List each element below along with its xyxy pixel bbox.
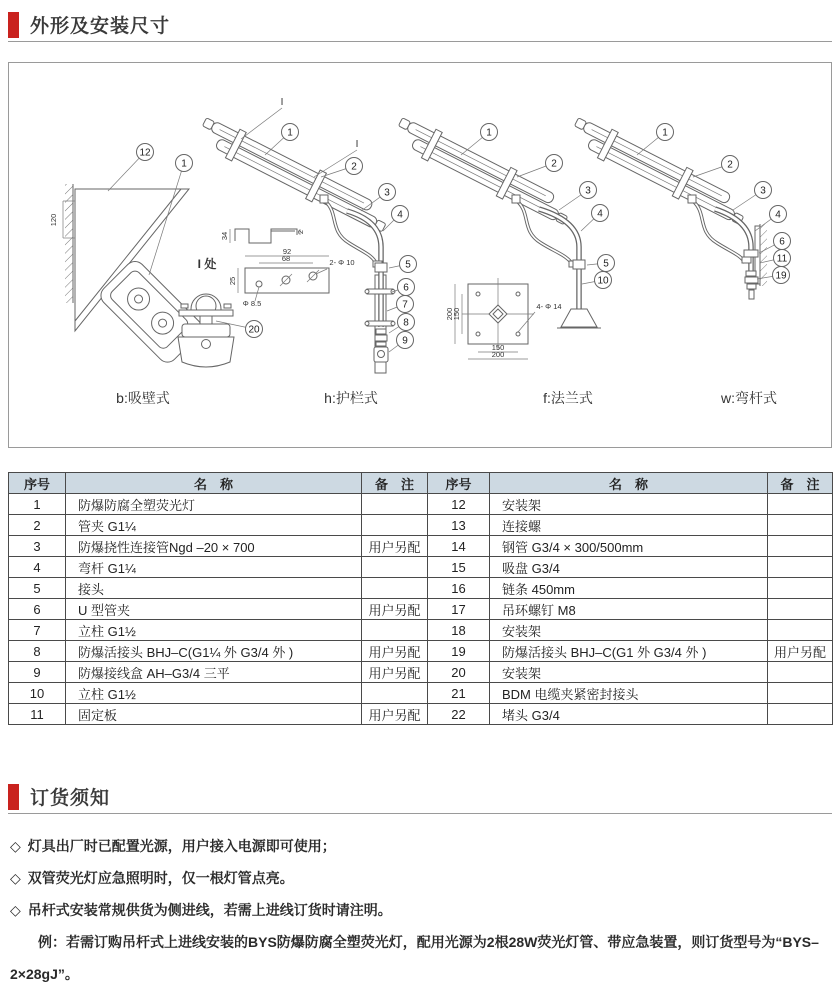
- table-row: [9, 515, 833, 536]
- dimension-text: 2- Φ 10: [329, 258, 355, 267]
- table-cell: 20: [428, 662, 490, 683]
- callout-number: 3: [384, 187, 390, 199]
- installation-diagram: [9, 63, 831, 447]
- table-cell: 立柱 G1½: [66, 620, 362, 641]
- dimension-text: 200: [491, 350, 505, 359]
- col-header-name: 名 称: [66, 473, 362, 494]
- table-cell: 接头: [66, 578, 362, 599]
- figure-caption: h:护栏式: [324, 390, 378, 406]
- callout-number: 3: [585, 185, 591, 197]
- table-row: [9, 704, 833, 725]
- callout-number: 4: [775, 209, 781, 221]
- table-cell: 用户另配: [362, 662, 428, 683]
- dimension-text: 68: [281, 254, 291, 263]
- col-header-name: 名 称: [490, 473, 768, 494]
- callout-number: 4: [597, 208, 603, 220]
- col-header-no: 序号: [9, 473, 66, 494]
- dimension-text: Φ 8.5: [242, 299, 262, 308]
- table-cell: 安装架: [490, 494, 768, 515]
- note-example-line1: 例：若需订购吊杆式上进线安装的BYS防爆防腐全塑荧光灯，配用光源为2根28W荧光灯管、带应急装置，则订货型号为“BYS–: [38, 934, 819, 950]
- diamond-bullet-icon: ◇: [10, 870, 21, 886]
- table-cell: 立柱 G1½: [66, 683, 362, 704]
- table-cell: 4: [9, 557, 66, 578]
- callout-number: 12: [139, 147, 151, 159]
- table-cell: [768, 704, 833, 725]
- note-text: 双管荧光灯应急照明时，仅一根灯管点亮。: [27, 870, 294, 886]
- table-cell: 10: [9, 683, 66, 704]
- callout-number: 4: [397, 209, 403, 221]
- dimension-text: 25: [228, 276, 237, 286]
- dimension-text: 4- Φ 14: [536, 302, 562, 311]
- callout-number: 19: [775, 270, 787, 282]
- table-cell: 防爆防腐全塑荧光灯: [66, 494, 362, 515]
- table-cell: 7: [9, 620, 66, 641]
- dimension-text: 200: [445, 307, 454, 321]
- table-cell: 防爆活接头 BHJ–C(G1¼ 外 G3/4 外 ): [66, 641, 362, 662]
- callout-number: 2: [551, 158, 557, 170]
- table-cell: [362, 515, 428, 536]
- table-cell: [768, 620, 833, 641]
- table-cell: 11: [9, 704, 66, 725]
- table-cell: 16: [428, 578, 490, 599]
- callout-number: 6: [403, 282, 409, 294]
- table-cell: [768, 683, 833, 704]
- col-header-note: 备 注: [768, 473, 833, 494]
- dimension-text: 2: [296, 229, 305, 235]
- table-cell: 5: [9, 578, 66, 599]
- table-cell: 15: [428, 557, 490, 578]
- callout-number: 2: [727, 159, 733, 171]
- table-row: [9, 578, 833, 599]
- section-divider: [8, 41, 832, 42]
- callout-number: 5: [405, 259, 411, 271]
- table-cell: 链条 450mm: [490, 578, 768, 599]
- table-cell: 18: [428, 620, 490, 641]
- section-accent-bar: [8, 12, 19, 38]
- callout-number: 1: [662, 127, 668, 139]
- table-cell: 用户另配: [362, 599, 428, 620]
- note-line: [10, 900, 836, 920]
- table-row: [9, 557, 833, 578]
- dimension-text: 150: [491, 343, 505, 352]
- table-row: [9, 599, 833, 620]
- table-cell: [362, 578, 428, 599]
- table-cell: 用户另配: [362, 536, 428, 557]
- table-cell: 9: [9, 662, 66, 683]
- section-divider: [8, 813, 832, 814]
- callout-number: 11: [776, 253, 788, 265]
- table-cell: 弯杆 G1¼: [66, 557, 362, 578]
- table-cell: 安装架: [490, 662, 768, 683]
- diamond-bullet-icon: ◇: [10, 838, 21, 854]
- figure-caption: b:吸壁式: [116, 390, 170, 406]
- table-cell: [768, 662, 833, 683]
- table-cell: 19: [428, 641, 490, 662]
- callout-number: 1: [486, 127, 492, 139]
- table-row: [9, 620, 833, 641]
- table-cell: 用户另配: [362, 641, 428, 662]
- dimension-text: 150: [452, 307, 461, 321]
- note-line: [10, 836, 836, 856]
- parts-table: [8, 472, 833, 725]
- table-cell: BDM 电缆夹紧密封接头: [490, 683, 768, 704]
- table-cell: [768, 494, 833, 515]
- table-cell: 固定板: [66, 704, 362, 725]
- table-cell: 6: [9, 599, 66, 620]
- table-cell: [362, 494, 428, 515]
- table-cell: [768, 578, 833, 599]
- table-row: [9, 683, 833, 704]
- table-cell: 12: [428, 494, 490, 515]
- i-marker-label: I: [280, 97, 284, 108]
- table-cell: 用户另配: [768, 641, 833, 662]
- col-header-note: 备 注: [362, 473, 428, 494]
- callout-number: 10: [597, 275, 609, 287]
- callout-number: 8: [403, 317, 409, 329]
- note-text: 灯具出厂时已配置光源，用户接入电源即可使用；: [27, 838, 336, 854]
- table-cell: 3: [9, 536, 66, 557]
- figure-caption: f:法兰式: [543, 390, 593, 406]
- table-cell: [768, 515, 833, 536]
- dimension-text: 34: [220, 231, 229, 241]
- dimension-text: 120: [49, 213, 58, 227]
- table-cell: 连接螺: [490, 515, 768, 536]
- note-example-line2: 2×28gJ”。: [10, 966, 79, 982]
- table-cell: 用户另配: [362, 704, 428, 725]
- section-accent-bar: [8, 784, 19, 810]
- detail-insets: [178, 229, 329, 367]
- col-header-no: 序号: [428, 473, 490, 494]
- callout-number: 1: [181, 158, 187, 170]
- table-row: [9, 494, 833, 515]
- diagram-panel: [8, 62, 832, 448]
- callout-number: 1: [287, 127, 293, 139]
- table-cell: 钢管 G3/4 × 300/500mm: [490, 536, 768, 557]
- table-cell: 管夹 G1¼: [66, 515, 362, 536]
- table-cell: [768, 536, 833, 557]
- ordering-title: 订货须知: [30, 788, 111, 809]
- table-row: [9, 641, 833, 662]
- table-cell: 1: [9, 494, 66, 515]
- table-cell: 21: [428, 683, 490, 704]
- section-header-ordering: [8, 783, 110, 810]
- note-text: 吊杆式安装常规供货为侧进线，若需上进线订货时请注明。: [27, 902, 392, 918]
- table-row: [9, 662, 833, 683]
- dimension-text: 92: [282, 247, 292, 256]
- table-cell: U 型管夹: [66, 599, 362, 620]
- callout-number: 5: [603, 258, 609, 270]
- parts-table-body: [9, 494, 833, 725]
- note-line: [10, 868, 836, 888]
- table-cell: 14: [428, 536, 490, 557]
- i-marker-leader-line: [241, 108, 282, 139]
- table-cell: [768, 557, 833, 578]
- table-cell: 安装架: [490, 620, 768, 641]
- callout-number: 2: [351, 161, 357, 173]
- callout-number: 9: [402, 335, 408, 347]
- inset-location-label: I 处: [197, 257, 217, 271]
- table-cell: [768, 599, 833, 620]
- callout-number: 3: [760, 185, 766, 197]
- table-cell: 吊环螺钉 M8: [490, 599, 768, 620]
- table-cell: 17: [428, 599, 490, 620]
- table-cell: [362, 557, 428, 578]
- callout-number: 6: [779, 236, 785, 248]
- section-header-dimensions: [8, 11, 170, 38]
- table-cell: [362, 620, 428, 641]
- diamond-bullet-icon: ◇: [10, 902, 21, 918]
- table-cell: [362, 683, 428, 704]
- table-cell: 防爆活接头 BHJ–C(G1 外 G3/4 外 ): [490, 641, 768, 662]
- table-cell: 防爆接线盒 AH–G3/4 三平: [66, 662, 362, 683]
- table-cell: 8: [9, 641, 66, 662]
- table-cell: 堵头 G3/4: [490, 704, 768, 725]
- table-header-row: [9, 473, 833, 494]
- figure-flange: [390, 113, 601, 359]
- ordering-notes: [10, 836, 836, 996]
- table-cell: 22: [428, 704, 490, 725]
- i-marker-label: I: [355, 139, 359, 150]
- table-cell: 2: [9, 515, 66, 536]
- table-cell: 吸盘 G3/4: [490, 557, 768, 578]
- table-cell: 13: [428, 515, 490, 536]
- table-row: [9, 536, 833, 557]
- callout-number: 20: [248, 324, 260, 336]
- page-title: 外形及安装尺寸: [30, 16, 171, 37]
- table-cell: 防爆挠性连接管Ngd –20 × 700: [66, 536, 362, 557]
- figure-caption: w:弯杆式: [721, 390, 777, 406]
- callout-number: 7: [402, 299, 408, 311]
